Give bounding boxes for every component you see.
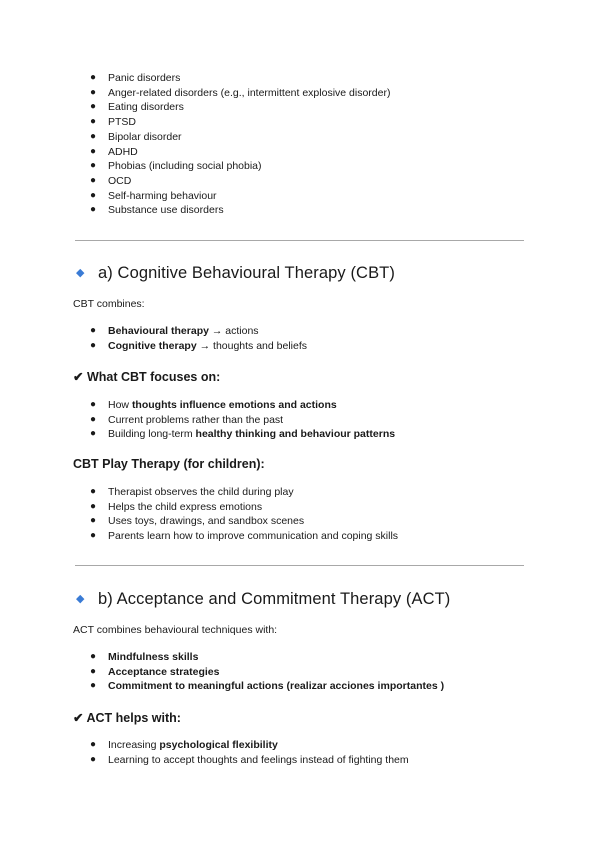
- bullet-icon: ●: [90, 399, 97, 410]
- cbt-play-list: [90, 485, 398, 544]
- list-item: ● PTSD: [90, 116, 137, 129]
- cbt-intro: CBT combines:: [73, 298, 145, 310]
- list-item: ● Self-harming behaviour: [90, 189, 217, 202]
- bullet-icon: ●: [90, 101, 97, 113]
- list-item: ● Anger-related disorders (e.g., intermittent explosive disorder): [90, 86, 391, 99]
- bullet-icon: ●: [90, 413, 97, 425]
- bullet-icon: ●: [90, 86, 97, 98]
- diamond-icon: ◆: [76, 267, 85, 279]
- list-item: ● How thoughts influence emotions and actions: [90, 399, 337, 411]
- list-item: ● Bipolar disorder: [90, 130, 182, 143]
- bullet-icon: ●: [90, 145, 97, 157]
- cbt-focus-list: [90, 398, 395, 442]
- cbt-combines-list: [90, 324, 307, 353]
- bullet-icon: ●: [90, 130, 97, 142]
- list-item: ● Commitment to meaningful actions (realizar acciones importantes ): [90, 680, 445, 693]
- bullet-icon: ●: [90, 651, 97, 662]
- bullet-icon: ●: [90, 160, 97, 172]
- list-item: ● Building long-term healthy thinking and behaviour patterns: [90, 428, 396, 441]
- bullet-icon: ●: [90, 753, 97, 765]
- bullet-icon: ●: [90, 204, 97, 216]
- act-helps-list: [90, 738, 409, 767]
- cbt-play-heading: CBT Play Therapy (for children):: [73, 457, 265, 471]
- bullet-icon: ●: [90, 72, 97, 83]
- list-item: ● ADHD: [90, 145, 138, 158]
- list-item: ● Acceptance strategies: [90, 665, 220, 678]
- bullet-icon: ●: [90, 665, 97, 677]
- act-helps-heading: ✔ ACT helps with:: [73, 711, 181, 725]
- bullet-icon: ●: [90, 739, 97, 750]
- list-item: ● Phobias (including social phobia): [90, 160, 262, 173]
- list-item: ● Uses toys, drawings, and sandbox scenes: [90, 515, 305, 528]
- bullet-icon: ●: [90, 174, 97, 186]
- act-combines-list: [90, 650, 444, 694]
- list-item: ● OCD: [90, 174, 132, 187]
- list-item: ● Therapist observes the child during play: [90, 486, 294, 498]
- cbt-focus-heading: ✔ What CBT focuses on:: [73, 370, 221, 384]
- bullet-icon: ●: [90, 530, 97, 542]
- divider: [75, 240, 524, 241]
- cbt-heading: ◆ a) Cognitive Behavioural Therapy (CBT): [76, 264, 395, 282]
- bullet-icon: ●: [90, 339, 97, 351]
- list-item: ● Mindfulness skills: [90, 651, 199, 663]
- divider: [75, 565, 524, 566]
- bullet-icon: ●: [90, 486, 97, 497]
- bullet-icon: ●: [90, 325, 97, 336]
- disorders-list: [90, 71, 390, 218]
- list-item: ● Current problems rather than the past: [90, 413, 284, 426]
- list-item: ● Increasing psychological flexibility: [90, 739, 278, 751]
- list-item: ● Substance use disorders: [90, 204, 224, 217]
- bullet-icon: ●: [90, 428, 97, 440]
- bullet-icon: ●: [90, 515, 97, 527]
- list-item: ● Learning to accept thoughts and feelings instead of fighting them: [90, 753, 409, 766]
- act-heading: ◆ b) Acceptance and Commitment Therapy (ACT): [76, 590, 451, 608]
- bullet-icon: ●: [90, 500, 97, 512]
- bullet-icon: ●: [90, 680, 97, 692]
- list-item: ● Helps the child express emotions: [90, 500, 263, 513]
- bullet-icon: ●: [90, 116, 97, 128]
- list-item: ● Eating disorders: [90, 101, 184, 114]
- list-item: ● Panic disorders: [90, 72, 181, 84]
- act-intro: ACT combines behavioural techniques with:: [73, 624, 278, 636]
- list-item: ● Parents learn how to improve communication and coping skills: [90, 530, 399, 543]
- list-item: ● Cognitive therapy → thoughts and beliefs: [90, 339, 308, 352]
- diamond-icon: ◆: [76, 593, 85, 605]
- list-item: ● Behavioural therapy → actions: [90, 325, 259, 337]
- bullet-icon: ●: [90, 189, 97, 201]
